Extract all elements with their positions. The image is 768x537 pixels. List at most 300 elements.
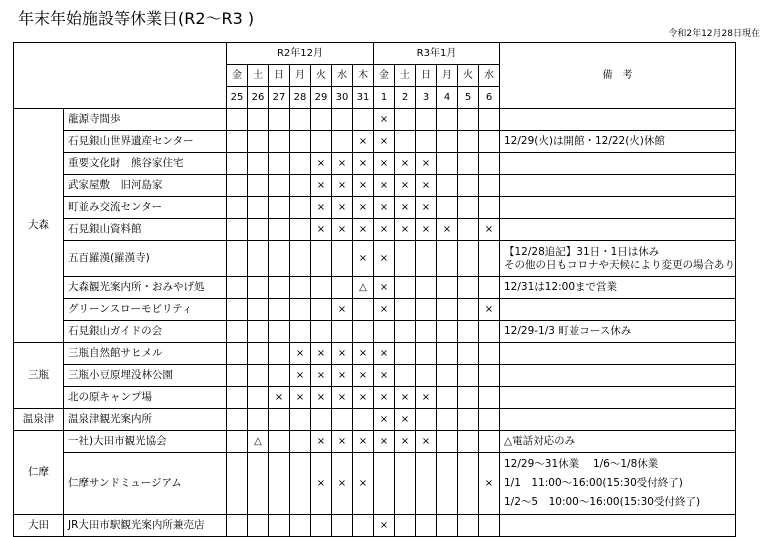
closure-mark (395, 321, 416, 343)
closure-mark (479, 131, 500, 153)
closure-mark (437, 109, 458, 131)
closure-mark: × (374, 343, 395, 365)
closure-mark: × (332, 175, 353, 197)
remark-text: 12/29-1/3 町並コース休み (504, 325, 632, 337)
closure-mark: × (353, 131, 374, 153)
closure-mark (458, 277, 479, 299)
remarks-cell (500, 241, 736, 277)
closure-mark (227, 175, 248, 197)
closure-mark (290, 175, 311, 197)
closure-mark (458, 409, 479, 431)
closure-mark (269, 365, 290, 387)
closure-mark (332, 109, 353, 131)
closure-mark (227, 387, 248, 409)
closure-mark (227, 277, 248, 299)
closure-mark (248, 153, 269, 175)
closure-mark (311, 131, 332, 153)
closure-mark (353, 321, 374, 343)
closure-mark (227, 453, 248, 515)
closure-mark (248, 409, 269, 431)
remarks-cell (500, 153, 736, 175)
closure-mark (227, 515, 248, 537)
header-months-row (14, 43, 736, 65)
closure-mark (248, 321, 269, 343)
closure-mark (311, 515, 332, 537)
closure-mark: × (395, 409, 416, 431)
closure-mark (227, 431, 248, 453)
date-cell: 25 (227, 87, 248, 109)
closure-mark (353, 299, 374, 321)
remarks-cell (500, 175, 736, 197)
page-title: 年末年始施設等休業日(R2～R3 ) (18, 9, 255, 28)
header-blank-cell (14, 43, 227, 109)
closure-mark (269, 409, 290, 431)
table-row (14, 277, 736, 299)
table-row (14, 175, 736, 197)
closure-mark: × (374, 515, 395, 537)
closure-mark: × (353, 365, 374, 387)
closure-mark (269, 109, 290, 131)
closure-mark (395, 241, 416, 277)
closure-mark (416, 343, 437, 365)
closure-mark (248, 219, 269, 241)
closure-mark (227, 153, 248, 175)
closure-mark: × (395, 153, 416, 175)
facility-name: 北の原キャンプ場 (64, 387, 227, 409)
facility-name: 仁摩サンドミュージアム (64, 453, 227, 515)
closure-mark (458, 175, 479, 197)
closure-mark (248, 343, 269, 365)
closure-mark: × (374, 409, 395, 431)
closure-mark: × (332, 219, 353, 241)
closure-mark (227, 131, 248, 153)
closure-mark (227, 343, 248, 365)
area-cell: 大森 (14, 109, 64, 343)
facility-name: 石見銀山資料館 (64, 219, 227, 241)
weekday-cell: 日 (269, 65, 290, 87)
closure-mark (311, 109, 332, 131)
closure-mark (479, 153, 500, 175)
closure-mark (458, 299, 479, 321)
closure-mark (437, 241, 458, 277)
closure-mark (332, 241, 353, 277)
weekday-cell: 木 (353, 65, 374, 87)
closure-mark: × (479, 453, 500, 515)
closure-mark (332, 277, 353, 299)
closure-mark: × (311, 175, 332, 197)
remarks-cell (500, 515, 736, 537)
closure-mark (416, 321, 437, 343)
weekday-cell: 月 (290, 65, 311, 87)
closure-mark (437, 453, 458, 515)
area-cell: 温泉津 (14, 409, 64, 431)
closure-mark (395, 453, 416, 515)
closure-mark (227, 365, 248, 387)
month-header: R2年12月 (227, 43, 374, 65)
closure-mark: × (416, 153, 437, 175)
closure-mark (395, 365, 416, 387)
closure-mark (437, 343, 458, 365)
closure-mark: × (311, 153, 332, 175)
closure-mark (416, 131, 437, 153)
table-row (14, 153, 736, 175)
closure-mark (437, 515, 458, 537)
remark-text: 12/29～31休業 1/6～1/8休業 (504, 458, 659, 470)
closure-mark (269, 197, 290, 219)
closure-mark (332, 321, 353, 343)
closure-mark (290, 241, 311, 277)
closure-mark (248, 365, 269, 387)
closure-mark (332, 409, 353, 431)
remarks-cell (500, 131, 736, 153)
closure-mark: × (374, 153, 395, 175)
facility-name: 龍源寺間歩 (64, 109, 227, 131)
closure-mark (437, 321, 458, 343)
closure-mark: × (416, 387, 437, 409)
date-cell: 5 (458, 87, 479, 109)
weekday-cell: 日 (416, 65, 437, 87)
closure-mark: × (332, 365, 353, 387)
weekday-cell: 水 (332, 65, 353, 87)
weekday-cell: 土 (248, 65, 269, 87)
closure-mark (458, 343, 479, 365)
remark-text: 12/31は12:00まで営業 (504, 281, 618, 293)
closure-mark (479, 343, 500, 365)
closure-mark (269, 241, 290, 277)
closure-mark (479, 277, 500, 299)
closure-mark (479, 175, 500, 197)
closure-mark: × (374, 387, 395, 409)
closure-mark (353, 409, 374, 431)
remarks-header: 備 考 (500, 43, 736, 109)
area-cell: 大田 (14, 515, 64, 537)
closure-mark (416, 299, 437, 321)
table-row (14, 515, 736, 537)
closure-mark: × (332, 197, 353, 219)
closure-mark (416, 277, 437, 299)
closure-mark (269, 321, 290, 343)
closure-mark: × (269, 387, 290, 409)
closure-mark (248, 277, 269, 299)
closure-mark (437, 175, 458, 197)
closure-mark (311, 277, 332, 299)
closure-mark (395, 343, 416, 365)
closure-mark (437, 409, 458, 431)
closure-mark (416, 453, 437, 515)
closure-mark: △ (353, 277, 374, 299)
closure-mark (395, 515, 416, 537)
closure-mark: × (416, 175, 437, 197)
closure-mark (479, 387, 500, 409)
closure-mark (269, 153, 290, 175)
closure-mark (248, 197, 269, 219)
closure-mark (353, 515, 374, 537)
facility-name: グリーンスローモビリティ (64, 299, 227, 321)
area-cell: 三瓶 (14, 343, 64, 409)
closure-mark (227, 241, 248, 277)
closure-mark (395, 299, 416, 321)
closure-mark (290, 153, 311, 175)
closure-mark (227, 299, 248, 321)
closure-mark: × (416, 431, 437, 453)
closure-mark: × (416, 219, 437, 241)
closure-mark (269, 277, 290, 299)
table-row (14, 321, 736, 343)
table-row (14, 299, 736, 321)
closure-mark: × (395, 387, 416, 409)
closure-mark: × (290, 365, 311, 387)
closure-mark (290, 109, 311, 131)
closure-mark (479, 197, 500, 219)
table-row (14, 453, 736, 515)
closure-mark (332, 131, 353, 153)
closure-mark (227, 321, 248, 343)
remarks-cell (500, 219, 736, 241)
closure-mark: × (395, 219, 416, 241)
closure-mark (290, 453, 311, 515)
remarks-cell (500, 109, 736, 131)
closure-mark (479, 365, 500, 387)
closure-mark (269, 431, 290, 453)
closure-mark (458, 365, 479, 387)
remark-text: △電話対応のみ (504, 435, 576, 447)
closure-mark (437, 197, 458, 219)
facility-name: 石見銀山ガイドの会 (64, 321, 227, 343)
closure-mark (479, 321, 500, 343)
closure-mark (416, 409, 437, 431)
facility-name: 石見銀山世界遺産センター (64, 131, 227, 153)
closure-mark (458, 515, 479, 537)
closure-mark: × (332, 343, 353, 365)
closure-mark: × (353, 431, 374, 453)
closure-mark (332, 515, 353, 537)
closure-mark (290, 515, 311, 537)
closure-mark (269, 453, 290, 515)
remarks-cell (500, 299, 736, 321)
closure-mark (290, 409, 311, 431)
closure-mark (416, 365, 437, 387)
date-cell: 1 (374, 87, 395, 109)
closure-mark: × (416, 197, 437, 219)
closure-mark (290, 219, 311, 241)
closure-mark: × (353, 175, 374, 197)
facility-name: 温泉津観光案内所 (64, 409, 227, 431)
closure-mark (437, 431, 458, 453)
remarks-cell (500, 387, 736, 409)
closure-mark: × (353, 153, 374, 175)
remarks-cell (500, 431, 736, 453)
closure-mark: × (437, 219, 458, 241)
closure-mark: × (290, 387, 311, 409)
closure-mark: × (395, 197, 416, 219)
table-row (14, 409, 736, 431)
closure-mark (311, 321, 332, 343)
facility-name: 三瓶自然館サヒメル (64, 343, 227, 365)
closure-mark (290, 431, 311, 453)
closure-mark (458, 219, 479, 241)
closure-mark: × (311, 197, 332, 219)
closure-mark (437, 365, 458, 387)
table-row (14, 431, 736, 453)
closure-mark (248, 175, 269, 197)
date-cell: 31 (353, 87, 374, 109)
weekday-cell: 月 (437, 65, 458, 87)
remark-text: 【12/28追記】31日・1日は休み (504, 245, 660, 258)
closure-mark (290, 299, 311, 321)
facility-name: 重要文化財 熊谷家住宅 (64, 153, 227, 175)
closure-mark: × (374, 219, 395, 241)
table-row (14, 109, 736, 131)
closure-mark (479, 515, 500, 537)
closure-mark: × (479, 299, 500, 321)
closure-mark: △ (248, 431, 269, 453)
closure-mark: × (374, 241, 395, 277)
remarks-cell (500, 197, 736, 219)
closure-mark (479, 109, 500, 131)
schedule-table (13, 42, 736, 537)
table-row (14, 219, 736, 241)
closure-mark (269, 515, 290, 537)
weekday-cell: 火 (311, 65, 332, 87)
closure-mark: × (353, 219, 374, 241)
closure-mark: × (374, 131, 395, 153)
closure-mark: × (332, 153, 353, 175)
table-row (14, 241, 736, 277)
closure-mark (374, 453, 395, 515)
closure-mark (311, 299, 332, 321)
area-cell: 仁摩 (14, 431, 64, 515)
date-cell: 26 (248, 87, 269, 109)
closure-mark: × (353, 387, 374, 409)
closure-mark (458, 431, 479, 453)
closure-mark (416, 515, 437, 537)
date-cell: 2 (395, 87, 416, 109)
closure-mark: × (374, 431, 395, 453)
closure-mark (248, 387, 269, 409)
closure-mark: × (395, 431, 416, 453)
closure-mark (458, 453, 479, 515)
closure-mark (248, 299, 269, 321)
closure-mark (248, 109, 269, 131)
month-header: R3年1月 (374, 43, 500, 65)
closure-mark (269, 175, 290, 197)
closure-mark (458, 241, 479, 277)
date-cell: 27 (269, 87, 290, 109)
closure-mark: × (311, 343, 332, 365)
closure-mark (395, 109, 416, 131)
closure-mark (227, 409, 248, 431)
closure-mark (437, 153, 458, 175)
closure-mark (290, 277, 311, 299)
remark-text: 1/2～5 10:00～16:00(15:30受付終了) (504, 496, 701, 508)
table-row (14, 387, 736, 409)
as-of-date: 令和2年12月28日現在 (668, 29, 760, 39)
closure-mark (311, 409, 332, 431)
remark-text: 12/29(火)は開館・12/22(火)休館 (504, 135, 665, 147)
closure-mark (458, 387, 479, 409)
weekday-cell: 金 (374, 65, 395, 87)
closure-mark: × (353, 197, 374, 219)
closure-mark (437, 299, 458, 321)
remarks-cell (500, 409, 736, 431)
closure-mark (458, 153, 479, 175)
remarks-cell (500, 321, 736, 343)
weekday-cell: 土 (395, 65, 416, 87)
closure-mark: × (353, 343, 374, 365)
table-row (14, 197, 736, 219)
date-cell: 4 (437, 87, 458, 109)
facility-name: 町並み交流センター (64, 197, 227, 219)
closure-mark (290, 131, 311, 153)
facility-name: 三瓶小豆原埋没林公園 (64, 365, 227, 387)
closure-mark (416, 109, 437, 131)
date-cell: 28 (290, 87, 311, 109)
closure-mark (248, 241, 269, 277)
facility-name: JR大田市駅観光案内所兼売店 (64, 515, 227, 537)
facility-name: 五百羅漢(羅漢寺) (64, 241, 227, 277)
closure-mark (248, 515, 269, 537)
closure-mark: × (311, 453, 332, 515)
date-cell: 29 (311, 87, 332, 109)
closure-mark (437, 131, 458, 153)
remark-text: 1/1 11:00～16:00(15:30受付終了) (504, 477, 683, 489)
remarks-cell (500, 365, 736, 387)
closure-mark: × (479, 219, 500, 241)
closure-mark (395, 131, 416, 153)
closure-mark (479, 431, 500, 453)
closure-mark: × (332, 299, 353, 321)
closure-mark (353, 109, 374, 131)
closure-mark: × (374, 365, 395, 387)
closure-mark (458, 109, 479, 131)
closure-mark: × (290, 343, 311, 365)
weekday-cell: 水 (479, 65, 500, 87)
closure-mark (248, 131, 269, 153)
closure-mark: × (311, 387, 332, 409)
table-row (14, 365, 736, 387)
table-row (14, 131, 736, 153)
closure-mark: × (374, 299, 395, 321)
closure-mark: × (311, 365, 332, 387)
closure-mark (269, 343, 290, 365)
closure-mark (269, 131, 290, 153)
closure-mark: × (374, 197, 395, 219)
closure-mark (458, 131, 479, 153)
closure-mark (269, 219, 290, 241)
closure-mark (437, 387, 458, 409)
closure-mark: × (353, 241, 374, 277)
facility-name: 大森観光案内所・おみやげ処 (64, 277, 227, 299)
table-row (14, 343, 736, 365)
closure-mark (227, 219, 248, 241)
closure-mark: × (353, 453, 374, 515)
remarks-cell (500, 277, 736, 299)
closure-mark: × (395, 175, 416, 197)
closure-mark (227, 197, 248, 219)
remarks-cell (500, 453, 736, 515)
closure-mark: × (374, 175, 395, 197)
closure-mark (416, 241, 437, 277)
remark-text: その他の日もコロナや天候により変更の場合あり (504, 258, 735, 271)
closure-mark: × (374, 109, 395, 131)
facility-name: 一社)大田市観光協会 (64, 431, 227, 453)
closure-mark (269, 299, 290, 321)
closure-mark (374, 321, 395, 343)
date-cell: 6 (479, 87, 500, 109)
closure-mark (479, 409, 500, 431)
closure-mark: × (311, 219, 332, 241)
remarks-cell (500, 343, 736, 365)
